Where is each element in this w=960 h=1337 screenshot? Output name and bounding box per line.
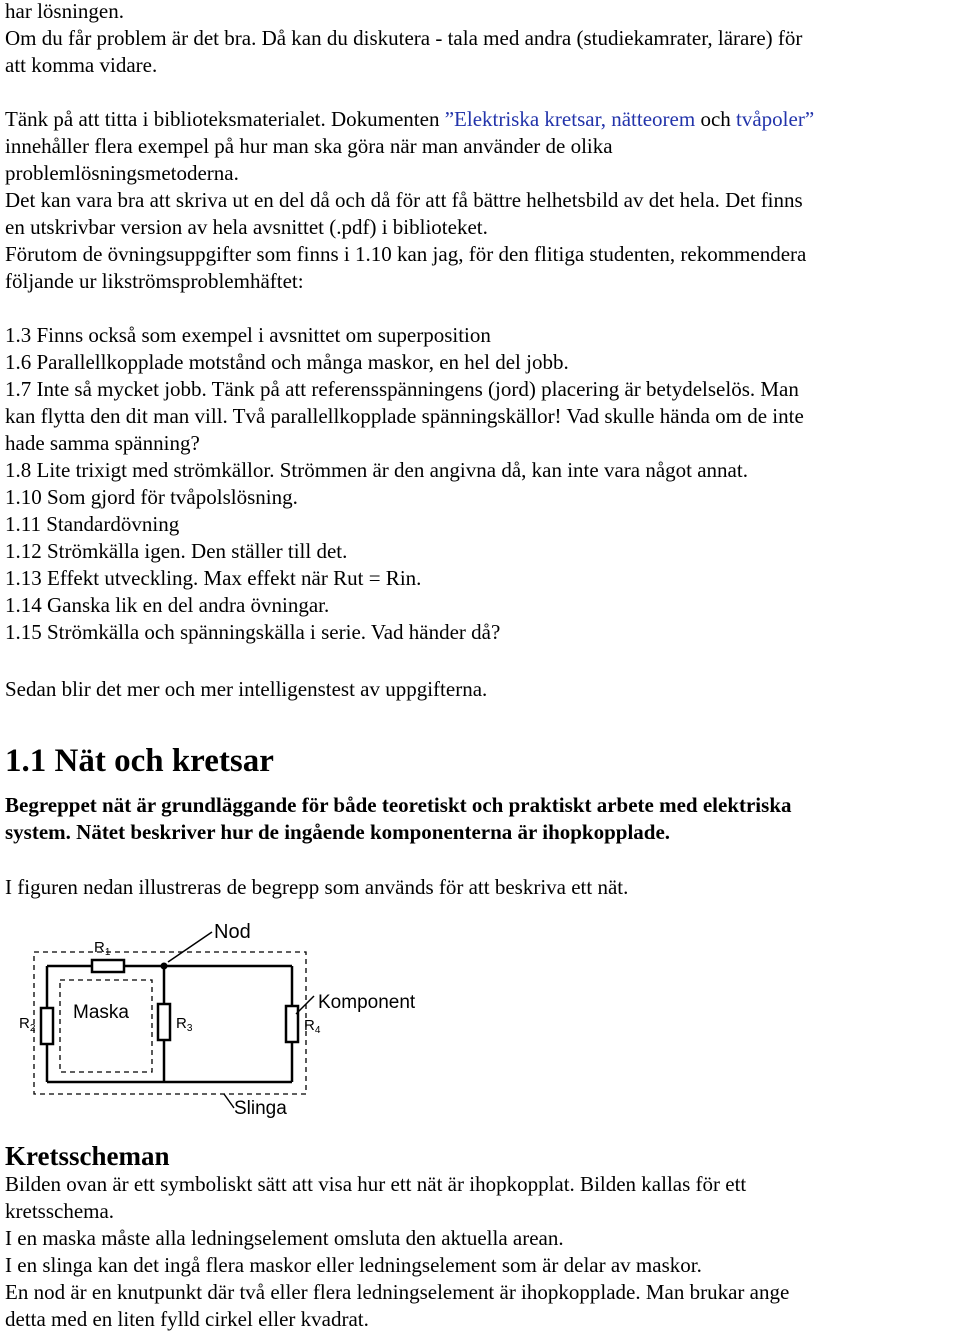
resistor-r4 [286,1006,298,1042]
exercise-line: hade samma spänning? [5,431,200,455]
exercise-line: 1.13 Effekt utveckling. Max effekt när Rut = Rin. [5,566,422,590]
library-line-7: följande ur likströmsproblemhäftet: [5,269,304,293]
intro-line-1: har lösningen. [5,0,124,23]
kretsscheman-heading: Kretsscheman [5,1141,170,1171]
library-line-1 [5,106,814,133]
label-slinga: Slinga [234,1098,287,1119]
exercise-line: 1.14 Ganska lik en del andra övningar. [5,593,330,617]
library-line-5: en utskrivbar version av hela avsnittet (.pdf) i biblioteket. [5,215,488,239]
library-line-2: innehåller flera exempel på hur man ska göra när man använder de olika [5,134,613,158]
link-elektriska-kretsar[interactable]: ”Elektriska kretsar, [444,107,606,131]
link-natteorem[interactable]: nätteorem [611,107,696,131]
circuit-diagram [14,912,416,1122]
mesh-outline [60,980,152,1072]
intro-line-3: att komma vidare. [5,53,158,77]
label-r1: $R_1$ [94,939,111,958]
label-nod: Nod [214,921,251,943]
label-maska: Maska [73,1002,129,1023]
library-line-6: Förutom de övningsuppgifter som finns i 1.10 kan jag, för den flitiga studenten, rekommendera [5,242,807,266]
exercise-line: kan flytta den dit man vill. Två parallellkopplade spänningskällor! Vad skulle hända om de inte [5,404,804,428]
label-r4: $R_4$ [304,1017,321,1036]
label-komponent: Komponent [318,992,416,1013]
resistor-r3 [158,1004,170,1040]
kretsscheman-line-1: Bilden ovan är ett symboliskt sätt att visa hur ett nät är ihopkopplat. Bilden kallas för ett [5,1172,747,1196]
library-text: Tänk på att titta i biblioteksmaterialet. Dokumenten [5,107,445,131]
kretsscheman-line-5: En nod är en knutpunkt där två eller flera ledningselement är ihopkopplade. Man brukar ange [5,1280,790,1304]
kretsscheman-line-2: kretsschema. [5,1199,115,1223]
label-r3: $R_3$ [176,1015,193,1034]
node-dot [161,963,168,970]
resistor-r1 [92,960,124,972]
library-and: och [695,107,737,131]
slinga-pointer [224,1094,234,1108]
exercise-line: 1.15 Strömkälla och spänningskälla i serie. Vad händer då? [5,620,501,644]
kretsscheman-line-6: detta med en liten fylld cirkel eller kvadrat. [5,1307,369,1331]
section-heading: 1.1 Nät och kretsar [5,743,274,779]
exercise-line: 1.7 Inte så mycket jobb. Tänk på att referensspänningens (jord) placering är betydelselös. Man [5,377,799,401]
resistor-r2 [41,1008,53,1044]
exercise-line: 1.12 Strömkälla igen. Den ställer till det. [5,539,348,563]
nod-pointer [168,932,212,962]
kretsscheman-line-3: I en maska måste alla ledningselement omsluta den aktuella arean. [5,1226,564,1250]
kretsscheman-line-4: I en slinga kan det ingå flera maskor eller ledningselement som är delar av maskor. [5,1253,702,1277]
link-tvapoler[interactable]: tvåpoler” [736,107,815,131]
closing-text: Sedan blir det mer och mer intelligenstest av uppgifterna. [5,677,488,701]
exercise-line: 1.11 Standardövning [5,512,180,536]
exercise-line: 1.3 Finns också som exempel i avsnittet om superposition [5,323,491,347]
section-bold-line-2: system. Nätet beskriver hur de ingående komponenterna är ihopkopplade. [5,820,671,844]
exercise-line: 1.10 Som gjord för tvåpolslösning. [5,485,298,509]
label-r2: $R_2$ [19,1015,36,1034]
exercise-line: 1.8 Lite trixigt med strömkällor. Strömmen är den angivna då, kan inte vara något annat. [5,458,748,482]
intro-line-2: Om du får problem är det bra. Då kan du diskutera - tala med andra (studiekamrater, lärare) för [5,26,803,50]
figure-intro: I figuren nedan illustreras de begrepp som används för att beskriva ett nät. [5,875,629,899]
exercise-line: 1.6 Parallellkopplade motstånd och många maskor, en hel del jobb. [5,350,569,374]
section-bold-line-1: Begreppet nät är grundläggande för både teoretiskt och praktiskt arbete med elektriska [5,793,792,817]
library-line-3: problemlösningsmetoderna. [5,161,239,185]
library-line-4: Det kan vara bra att skriva ut en del då och då för att få bättre helhetsbild av det hela. Det finns [5,188,803,212]
